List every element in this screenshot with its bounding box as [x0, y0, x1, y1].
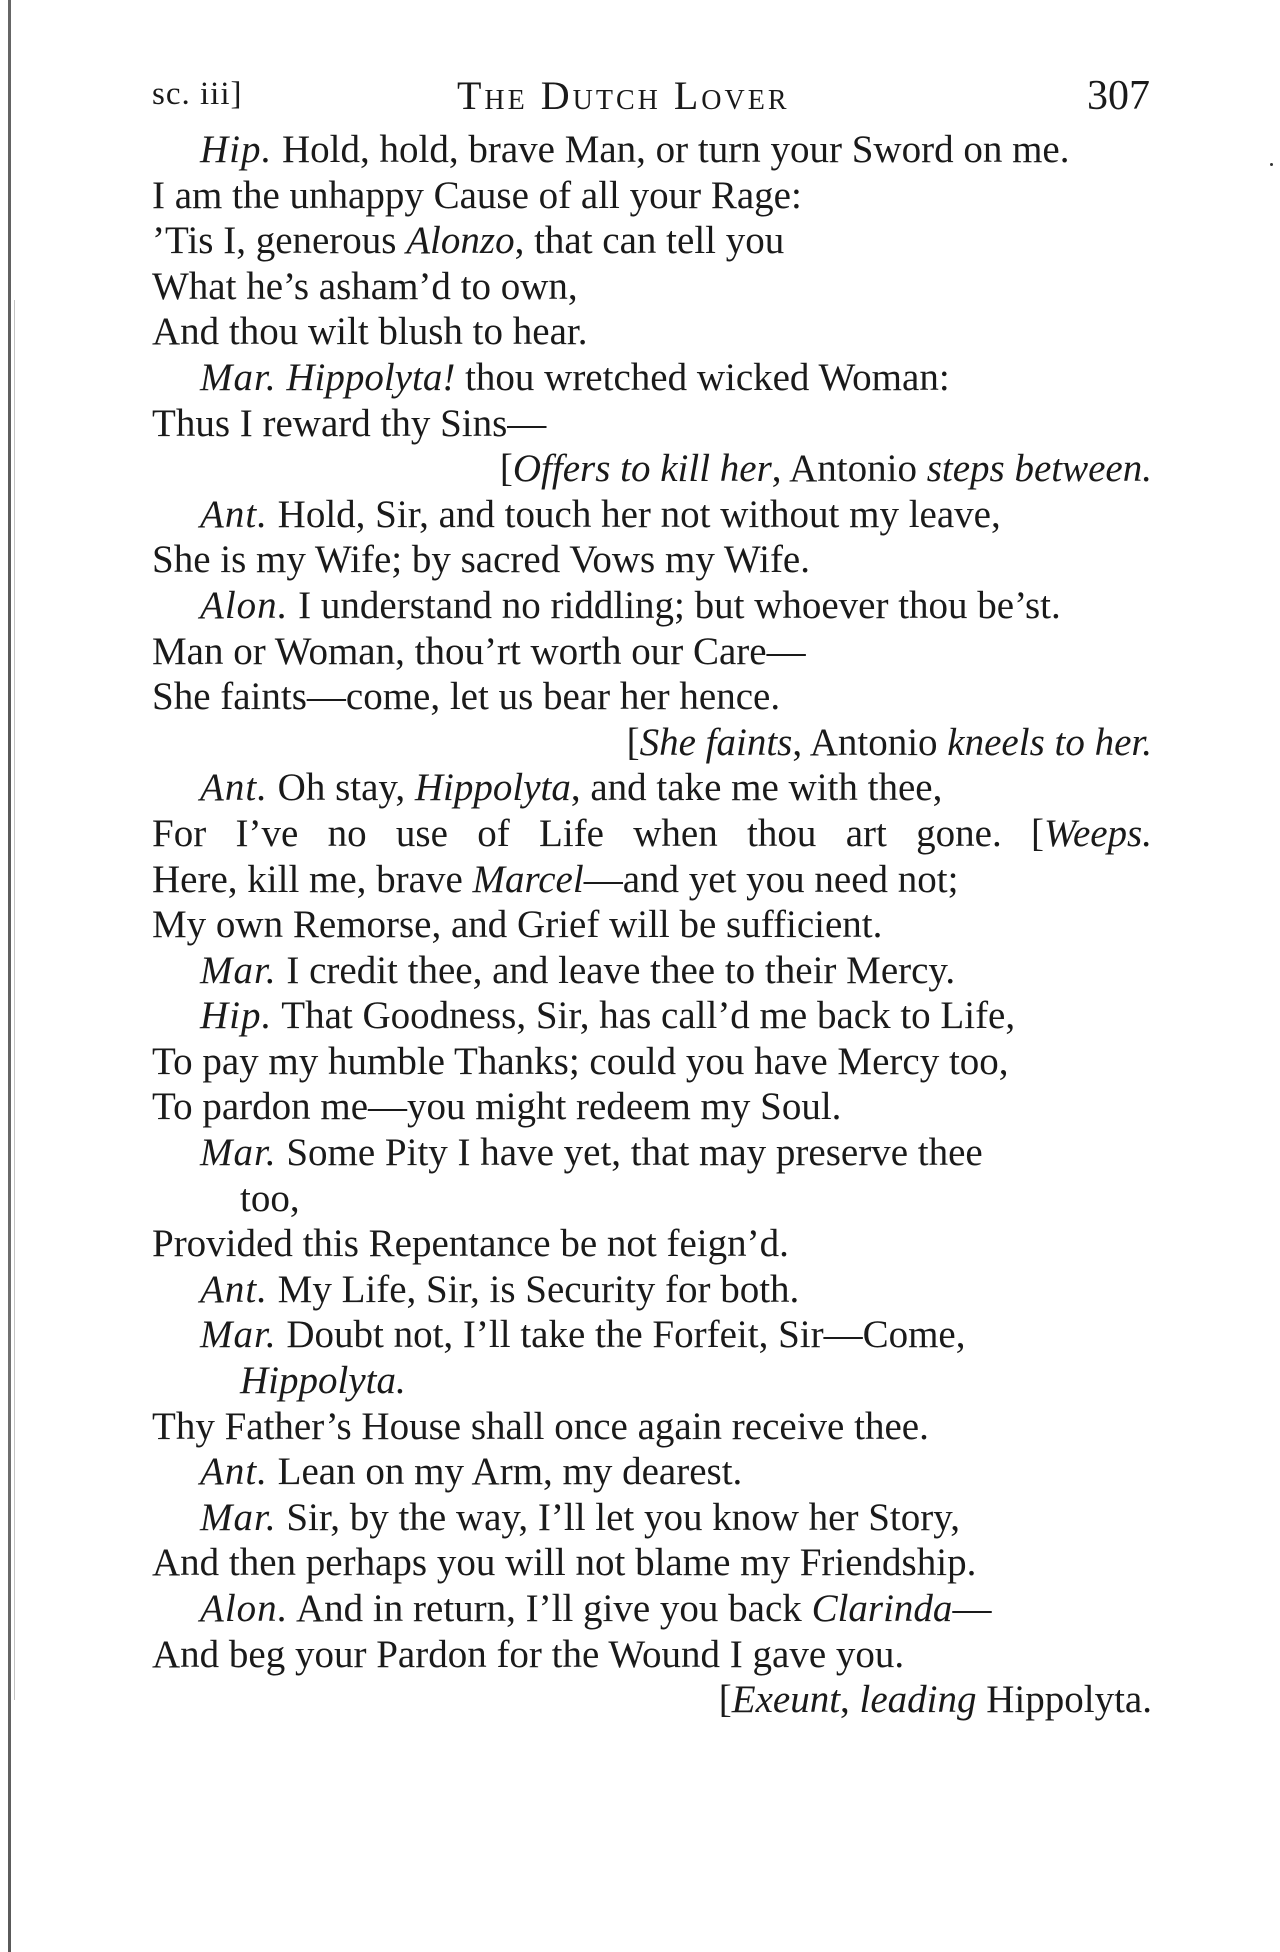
text-line — [152, 309, 1152, 355]
text-line — [152, 765, 1152, 811]
text-line — [152, 127, 1152, 173]
speaker-name: Hip. — [200, 994, 273, 1038]
text-line — [152, 1267, 1152, 1313]
text-line — [152, 811, 1152, 857]
line-text: She is my Wife; by sacred Vows my Wife. — [152, 538, 810, 582]
text-line — [152, 1358, 1152, 1404]
line-text: For I’ve no use of Life when thou art gone. — [152, 811, 1002, 855]
line-text: —and yet you need not; — [583, 857, 959, 901]
line-text: And beg your Pardon for the Wound I gave you. — [152, 1632, 905, 1676]
line-text: She faints—come, let us bear her hence. — [152, 675, 781, 719]
text-line — [152, 446, 1152, 492]
text-line — [152, 264, 1152, 310]
play-text-body — [152, 127, 1152, 1723]
line-text: I credit thee, and leave thee to their Mercy. — [276, 948, 956, 992]
line-text: Provided this Repentance be not feign’d. — [152, 1222, 789, 1266]
line-text: , Antonio — [771, 447, 927, 491]
speaker-name: Alon. — [200, 1587, 289, 1630]
line-text: Man or Woman, thou’rt worth our Care— — [152, 629, 806, 673]
line-text: My Life, Sir, is Security for both. — [267, 1267, 800, 1311]
speaker-name: Mar. — [200, 355, 277, 399]
text-line — [152, 1404, 1152, 1450]
text-line — [152, 1312, 1152, 1358]
line-text: My own Remorse, and Grief will be sufficient. — [152, 903, 883, 947]
speaker-name: Hip. — [200, 128, 273, 171]
text-line — [152, 993, 1152, 1039]
speaker-name: Mar. — [200, 1313, 277, 1357]
text-line — [152, 857, 1152, 903]
line-text: Hold, hold, brave Man, or turn your Sword on me. — [272, 128, 1070, 171]
text-line — [152, 1632, 1152, 1678]
line-text: [ — [1001, 811, 1045, 855]
text-line — [152, 401, 1152, 447]
italic-text: Clarinda — [811, 1587, 953, 1630]
line-text: Here, kill me, brave — [152, 857, 473, 901]
text-line — [152, 537, 1152, 583]
text-line — [152, 1540, 1152, 1586]
line-text: [ — [626, 720, 640, 764]
page-binding-shadow — [14, 300, 15, 1700]
text-line — [152, 902, 1152, 948]
line-text: And then perhaps you will not blame my Friendship. — [152, 1541, 977, 1585]
italic-text: Weeps. — [1044, 811, 1152, 855]
page-binding-edge — [8, 0, 11, 1952]
text-line — [152, 674, 1152, 720]
italic-text: Hippolyta! — [286, 355, 456, 399]
line-text: Doubt not, I’ll take the Forfeit, Sir—Come, — [276, 1313, 966, 1357]
line-text: [ — [499, 447, 513, 491]
line-text: Sir, by the way, I’ll let you know her Story, — [276, 1495, 960, 1539]
scene-marker: sc. iii] — [152, 76, 243, 112]
line-text: Oh stay, — [267, 766, 415, 810]
line-text: thou wretched wicked Woman: — [455, 355, 950, 399]
line-text: Hold, Sir, and touch her not without my leave, — [267, 492, 1001, 536]
line-text: Some Pity I have yet, that may preserve thee — [276, 1131, 983, 1175]
text-line — [152, 1176, 1152, 1222]
line-text: , and take me with thee, — [570, 766, 943, 810]
italic-text: kneels to her. — [947, 720, 1152, 764]
speaker-name: Mar. — [200, 1131, 277, 1175]
line-text: , Antonio — [792, 720, 948, 764]
line-text: , that can tell you — [514, 219, 785, 263]
text-line — [152, 1130, 1152, 1176]
italic-text: Exeunt — [731, 1678, 841, 1722]
line-text: I am the unhappy Cause of all your Rage: — [152, 173, 802, 217]
line-text: I understand no riddling; but whoever thou be’st. — [288, 583, 1061, 627]
italic-text: She faints — [639, 720, 793, 764]
italic-text: Marcel — [472, 857, 584, 901]
line-text: Hippolyta. — [976, 1678, 1152, 1722]
text-line — [152, 492, 1152, 538]
text-line — [152, 355, 1152, 401]
line-text: Thus I reward thy Sins— — [152, 401, 547, 445]
line-text: [ — [718, 1678, 732, 1722]
line-text: too, — [240, 1176, 300, 1220]
line-text: To pay my humble Thanks; could you have Mercy too, — [152, 1039, 1009, 1083]
line-text: — — [952, 1587, 992, 1630]
line-text — [277, 356, 287, 399]
speaker-name: Alon. — [200, 583, 289, 627]
line-text: , — [840, 1678, 860, 1722]
italic-text: Alonzo — [406, 219, 515, 263]
line-text: Lean on my Arm, my dearest. — [267, 1450, 743, 1494]
speaker-name: Ant. — [200, 766, 268, 810]
line-text: Thy Father’s House shall once again receive thee. — [152, 1404, 929, 1448]
speaker-name: Mar. — [200, 948, 277, 992]
text-line — [152, 1221, 1152, 1267]
speaker-name: Ant. — [200, 1450, 268, 1494]
speaker-name: Ant. — [200, 492, 268, 536]
text-line — [152, 1449, 1152, 1495]
ink-speck — [1270, 163, 1273, 166]
text-line — [152, 583, 1152, 629]
text-line — [152, 1039, 1152, 1085]
italic-text: Hippolyta — [414, 766, 571, 810]
text-line — [152, 629, 1152, 675]
text-line — [152, 218, 1152, 264]
italic-text: Hippolyta. — [240, 1359, 406, 1403]
running-title: The Dutch Lover — [457, 73, 790, 118]
text-line — [152, 1677, 1152, 1723]
line-text: ’Tis I, generous — [152, 219, 407, 263]
line-text: To pardon me—you might redeem my Soul. — [152, 1085, 842, 1129]
line-text: That Goodness, Sir, has call’d me back to Life, — [272, 994, 1016, 1038]
text-line — [152, 948, 1152, 994]
text-line — [152, 1084, 1152, 1130]
text-line — [152, 1586, 1152, 1632]
line-text: What he’s asham’d to own, — [152, 264, 578, 308]
speaker-name: Ant. — [200, 1267, 268, 1311]
italic-text: Offers to kill her — [512, 447, 772, 491]
speaker-name: Mar. — [200, 1495, 277, 1539]
line-text: And thou wilt blush to hear. — [152, 310, 588, 354]
text-line — [152, 1495, 1152, 1541]
page-number: 307 — [1087, 73, 1150, 119]
italic-text: steps between. — [926, 447, 1152, 491]
italic-text: leading — [859, 1678, 977, 1722]
text-line — [152, 173, 1152, 219]
text-line — [152, 720, 1152, 766]
line-text: And in return, I’ll give you back — [288, 1587, 812, 1630]
running-header — [152, 72, 1152, 122]
